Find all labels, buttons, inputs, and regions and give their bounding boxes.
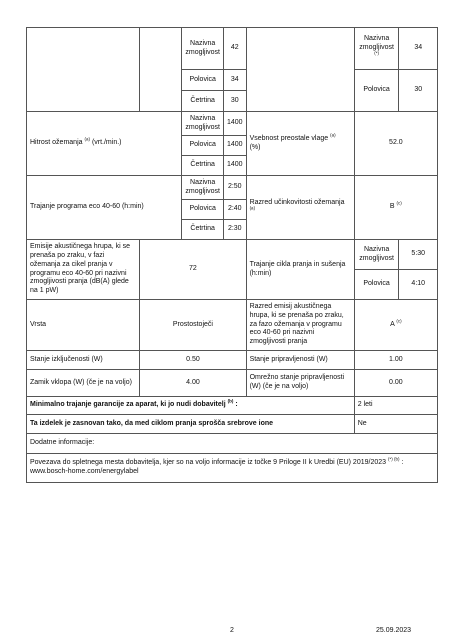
page-number: 2	[230, 627, 234, 634]
sub-label: Četrtina	[182, 91, 224, 112]
sub-label: Polovica	[182, 70, 224, 91]
sub-label: Nazivna zmogljivost	[354, 240, 399, 270]
row1-right-label	[246, 28, 354, 112]
sub-value: 30	[399, 70, 438, 112]
sub-value: 42	[223, 28, 246, 70]
noise-emission-label: Emisije akustičnega hrupa, ki se prenaša po zraku, v fazi ožemanja za cikel pranja v programu eco 40-60 pri nazivni zmogljivosti pranja (dB(A) glede na 1 pW)	[27, 240, 140, 300]
sub-label: Četrtina	[182, 220, 224, 240]
sub-label: Četrtina	[182, 156, 224, 176]
warranty-value: 2 leti	[354, 397, 437, 415]
sub-label: Polovica	[354, 270, 399, 300]
sub-value: 4:10	[399, 270, 438, 300]
network-standby-value: 0.00	[354, 370, 437, 397]
standby-label: Stanje pripravljenosti (W)	[246, 351, 354, 370]
residual-moisture-value: 52.0	[354, 112, 437, 176]
sub-value: 34	[223, 70, 246, 91]
row1-spacer	[140, 28, 182, 112]
sub-value: 2:50	[223, 176, 246, 200]
off-mode-value: 0.50	[140, 351, 246, 370]
eco-program-duration-label: Trajanje programa eco 40-60 (h:min)	[27, 176, 182, 240]
off-mode-label: Stanje izključenosti (W)	[27, 351, 140, 370]
sub-value: 1400	[223, 136, 246, 156]
standby-value: 1.00	[354, 351, 437, 370]
noise-class-value: A $^{(c)}$	[354, 300, 437, 351]
residual-moisture-label: Vsebnost preostale vlage $^{(a)}$ (%)	[246, 112, 354, 176]
delay-start-value: 4.00	[140, 370, 246, 397]
noise-class-label: Razred emisij akustičnega hrupa, ki se prenaša po zraku, za fazo ožemanja v programu eco 40-60 pri nazivni zmogljivosti pranja	[246, 300, 354, 351]
sub-value: 34	[399, 28, 438, 70]
warranty-label: Minimalno trajanje garancije za aparat, ki jo nudi dobavitelj $^{(b)}$ :	[27, 397, 355, 415]
spin-speed-label: Hitrost ožemanja $^{(a)}$ (vrt./min.)	[27, 112, 182, 176]
delay-start-label: Zamik vklopa (W) (če je na voljo)	[27, 370, 140, 397]
silver-ions-label: Ta izdelek je zasnovan tako, da med ciklom pranja sprošča srebrove ione	[27, 415, 355, 434]
wash-dry-duration-label: Trajanje cikla pranja in sušenja (h:min)	[246, 240, 354, 300]
sub-label: Nazivna zmogljivost (*)	[354, 28, 399, 70]
spin-efficiency-label: Razred učinkovitosti ožemanja $^{(a)}$	[246, 176, 354, 240]
sub-label: Polovica	[354, 70, 399, 112]
network-standby-label: Omrežno stanje pripravljenosti (W) (če je na voljo)	[246, 370, 354, 397]
sub-value: 30	[223, 91, 246, 112]
silver-ions-value: Ne	[354, 415, 437, 434]
sub-label: Nazivna zmogljivost	[182, 28, 224, 70]
sub-label: Nazivna zmogljivost	[182, 112, 224, 136]
spin-efficiency-value: B $^{(c)}$	[354, 176, 437, 240]
additional-info-label: Dodatne informacije:	[27, 434, 438, 454]
sub-label: Polovica	[182, 200, 224, 220]
type-value: Prostostoječi	[140, 300, 246, 351]
sub-label: Nazivna zmogljivost	[182, 176, 224, 200]
sub-value: 1400	[223, 112, 246, 136]
footer-date: 25.09.2023	[376, 627, 412, 634]
sub-value: 2:40	[223, 200, 246, 220]
row1-label	[27, 28, 140, 112]
sub-value: 1400	[223, 156, 246, 176]
product-info-table	[26, 27, 438, 483]
type-label: Vrsta	[27, 300, 140, 351]
sub-value: 5:30	[399, 240, 438, 270]
supplier-link-text: Povezava do spletnega mesta dobavitelja, kjer so na voljo informacije iz točke 9 Priloge II k Uredbi (EU) 2019/2023 $^{(*) (b)}$ : www.bosch-home.com/energylabel	[27, 454, 438, 483]
sub-value: 2:30	[223, 220, 246, 240]
sub-label: Polovica	[182, 136, 224, 156]
noise-emission-value: 72	[140, 240, 246, 300]
